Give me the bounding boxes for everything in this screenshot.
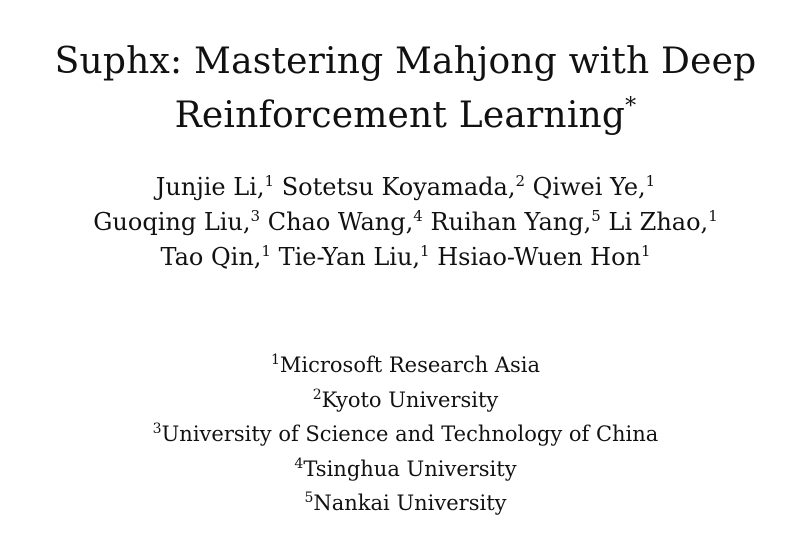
affiliation <box>0 383 811 418</box>
affiliation <box>0 348 811 383</box>
author <box>533 173 656 201</box>
affiliation <box>0 417 811 452</box>
paper-title-line-1 <box>0 40 811 84</box>
author-affil-mark: 1 <box>264 172 275 190</box>
author-line-2 <box>0 205 811 240</box>
author <box>279 243 430 271</box>
author-name: Ruihan Yang, <box>430 208 592 236</box>
affiliation-mark: 4 <box>294 455 304 472</box>
affiliation <box>0 452 811 487</box>
title-footnote-mark: * <box>625 94 637 119</box>
title-text-1: Suphx: Mastering Mahjong with Deep <box>54 41 757 82</box>
author-affil-mark: 1 <box>641 242 651 260</box>
author-name: Li Zhao, <box>608 208 709 236</box>
affiliation-name: University of Science and Technology of China <box>161 422 659 446</box>
author-name: Guoqing Liu, <box>93 208 251 236</box>
affiliation-name: Tsinghua University <box>303 456 517 481</box>
author-line-3 <box>0 240 811 275</box>
paper-title-line-2 <box>0 94 811 138</box>
affiliation-mark: 3 <box>152 421 162 437</box>
author-name: Tao Qin, <box>160 243 262 271</box>
author-affil-mark: 2 <box>515 172 526 190</box>
author-line-1 <box>0 170 811 205</box>
author-name: Chao Wang, <box>267 208 414 236</box>
author <box>156 173 274 201</box>
author-affil-mark: 1 <box>261 242 271 260</box>
affiliation-name: Kyoto University <box>321 387 499 412</box>
author-name: Qiwei Ye, <box>532 173 646 201</box>
affiliation-name: Nankai University <box>313 491 507 515</box>
author <box>608 208 717 236</box>
author-affil-mark: 3 <box>250 207 261 225</box>
affiliation-list <box>0 348 811 521</box>
author-affil-mark: 1 <box>645 172 656 190</box>
affiliation-mark: 5 <box>304 490 314 506</box>
author <box>430 208 600 236</box>
author-name: Tie-Yan Liu, <box>278 243 421 271</box>
title-text-2: Reinforcement Learning <box>174 95 626 136</box>
author <box>437 243 650 271</box>
author <box>160 243 271 271</box>
author-list <box>0 170 811 275</box>
author-name: Sotetsu Koyamada, <box>281 173 516 201</box>
author-name: Junjie Li, <box>155 173 265 201</box>
affiliation-mark: 2 <box>312 386 322 403</box>
author-name: Hsiao-Wuen Hon <box>437 243 641 271</box>
author-affil-mark: 1 <box>708 207 718 225</box>
author <box>93 208 260 236</box>
author <box>282 173 525 201</box>
author-affil-mark: 1 <box>420 242 430 260</box>
affiliation <box>0 486 811 521</box>
author-affil-mark: 4 <box>413 207 423 225</box>
author-affil-mark: 5 <box>591 207 601 225</box>
author <box>268 208 423 236</box>
affiliation-mark: 1 <box>270 352 280 368</box>
affiliation-name: Microsoft Research Asia <box>279 353 541 377</box>
